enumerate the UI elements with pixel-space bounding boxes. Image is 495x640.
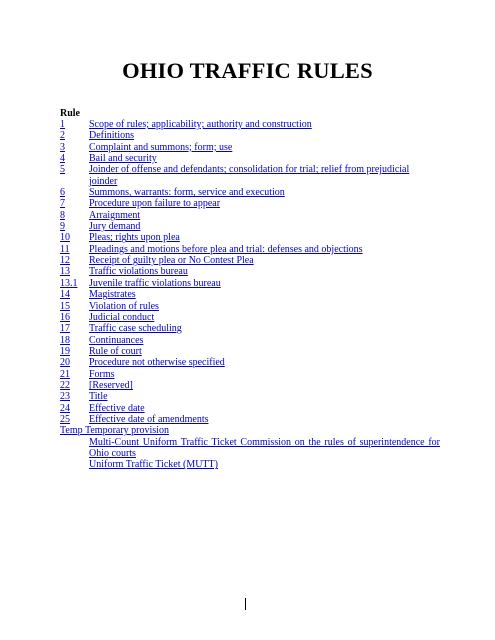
- uniform-traffic-ticket-link[interactable]: Uniform Traffic Ticket (MUTT): [89, 459, 218, 471]
- rule-title-link[interactable]: Juvenile traffic violations bureau: [89, 277, 221, 289]
- temp-sub-item[interactable]: [60, 459, 440, 470]
- rule-row[interactable]: [60, 119, 440, 130]
- rule-number-link[interactable]: 23: [60, 391, 70, 403]
- rule-row[interactable]: [60, 335, 440, 346]
- rule-number-link[interactable]: 5: [60, 164, 65, 176]
- rule-row[interactable]: [60, 323, 440, 334]
- rule-title-link[interactable]: Rule of court: [89, 345, 142, 357]
- rule-row[interactable]: [60, 142, 440, 153]
- rule-title-link[interactable]: Complaint and summons; form; use: [89, 141, 233, 153]
- page-number-marker: [245, 598, 246, 610]
- rule-number-link[interactable]: 12: [60, 255, 70, 267]
- rule-row[interactable]: [60, 391, 440, 402]
- rule-row[interactable]: [60, 312, 440, 323]
- rule-title-link[interactable]: Definitions: [89, 130, 134, 142]
- rule-row[interactable]: [60, 301, 440, 312]
- rule-row[interactable]: [60, 266, 440, 277]
- rule-number-link[interactable]: 14: [60, 289, 70, 301]
- rule-row[interactable]: [60, 278, 440, 289]
- rule-row[interactable]: [60, 255, 440, 266]
- rule-row[interactable]: [60, 198, 440, 209]
- rules-table-of-contents: [60, 119, 440, 471]
- rule-title-link[interactable]: Forms: [89, 368, 115, 380]
- rule-title-link[interactable]: Effective date of amendments: [89, 413, 209, 425]
- rule-column-heading: Rule: [60, 108, 80, 119]
- rule-title-link[interactable]: [Reserved]: [89, 379, 133, 391]
- rule-title-link[interactable]: Bail and security: [89, 153, 157, 165]
- rule-row[interactable]: [60, 130, 440, 141]
- rule-number-link[interactable]: 6: [60, 187, 65, 199]
- rule-title-link[interactable]: Continuances: [89, 334, 144, 346]
- rule-number-link[interactable]: 19: [60, 345, 70, 357]
- rule-title-link[interactable]: Magistrates: [89, 289, 136, 301]
- rule-number-link[interactable]: 18: [60, 334, 70, 346]
- rule-title-link[interactable]: Pleas; rights upon plea: [89, 232, 180, 244]
- rule-title-link[interactable]: Arraignment: [89, 209, 141, 221]
- temp-sub-item[interactable]: [60, 437, 440, 460]
- rule-number-link[interactable]: 16: [60, 311, 70, 323]
- rule-title-link[interactable]: Joinder of offense and defendants; consolidation for trial; relief from prejudicial joinder: [89, 164, 410, 187]
- rule-number-link[interactable]: 25: [60, 413, 70, 425]
- rule-number-link[interactable]: 15: [60, 300, 70, 312]
- rule-number-link[interactable]: 1: [60, 119, 65, 130]
- rule-row[interactable]: [60, 153, 440, 164]
- rule-title-link[interactable]: Violation of rules: [89, 300, 159, 312]
- temp-provision-row[interactable]: [60, 425, 440, 436]
- rule-number-link[interactable]: 9: [60, 221, 65, 233]
- rule-title-link[interactable]: Title: [89, 391, 108, 403]
- rule-number-link[interactable]: 2: [60, 130, 65, 142]
- rule-row[interactable]: [60, 403, 440, 414]
- rule-number-link[interactable]: 17: [60, 323, 70, 335]
- rule-title-link[interactable]: Procedure not otherwise specified: [89, 357, 225, 369]
- rule-row[interactable]: [60, 244, 440, 255]
- rule-title-link[interactable]: Receipt of guilty plea or No Contest Plea: [89, 255, 254, 267]
- rule-row[interactable]: [60, 187, 440, 198]
- mutt-commission-link[interactable]: Multi-Count Uniform Traffic Ticket Commission on the rules of superintendence for Ohio courts: [89, 436, 440, 459]
- rule-row[interactable]: [60, 164, 440, 187]
- rule-number-link[interactable]: 3: [60, 141, 65, 153]
- rule-row[interactable]: [60, 210, 440, 221]
- rule-number-link[interactable]: 21: [60, 368, 70, 380]
- rule-title-link[interactable]: Effective date: [89, 402, 145, 414]
- rule-title-link[interactable]: Pleadings and motions before plea and trial: defenses and objections: [89, 243, 363, 255]
- rule-number-link[interactable]: 24: [60, 402, 70, 414]
- rule-number-link[interactable]: 13: [60, 266, 70, 278]
- rule-number-link[interactable]: 20: [60, 357, 70, 369]
- rule-number-link[interactable]: 8: [60, 209, 65, 221]
- rule-row[interactable]: [60, 369, 440, 380]
- rule-row[interactable]: [60, 357, 440, 368]
- rule-row[interactable]: [60, 380, 440, 391]
- rule-row[interactable]: [60, 346, 440, 357]
- rule-number-link[interactable]: 4: [60, 153, 65, 165]
- rule-number-link[interactable]: 7: [60, 198, 65, 210]
- rule-title-link[interactable]: Summons, warrants: form, service and execution: [89, 187, 285, 199]
- temp-provision-link[interactable]: Temp Temporary provision: [60, 425, 169, 437]
- rule-row[interactable]: [60, 221, 440, 232]
- rule-number-link[interactable]: 22: [60, 379, 70, 391]
- document-title: OHIO TRAFFIC RULES: [122, 58, 373, 83]
- rule-title-link[interactable]: Scope of rules; applicability; authority and construction: [89, 119, 312, 130]
- rule-number-link[interactable]: 11: [60, 243, 70, 255]
- rule-title-link[interactable]: Jury demand: [89, 221, 141, 233]
- rule-row[interactable]: [60, 289, 440, 300]
- rule-number-link[interactable]: 13.1: [60, 277, 78, 289]
- rule-title-link[interactable]: Traffic violations bureau: [89, 266, 188, 278]
- rule-row[interactable]: [60, 232, 440, 243]
- rule-title-link[interactable]: Procedure upon failure to appear: [89, 198, 221, 210]
- rule-number-link[interactable]: 10: [60, 232, 70, 244]
- rule-title-link[interactable]: Traffic case scheduling: [89, 323, 182, 335]
- rule-title-link[interactable]: Judicial conduct: [89, 311, 155, 323]
- rule-row[interactable]: [60, 414, 440, 425]
